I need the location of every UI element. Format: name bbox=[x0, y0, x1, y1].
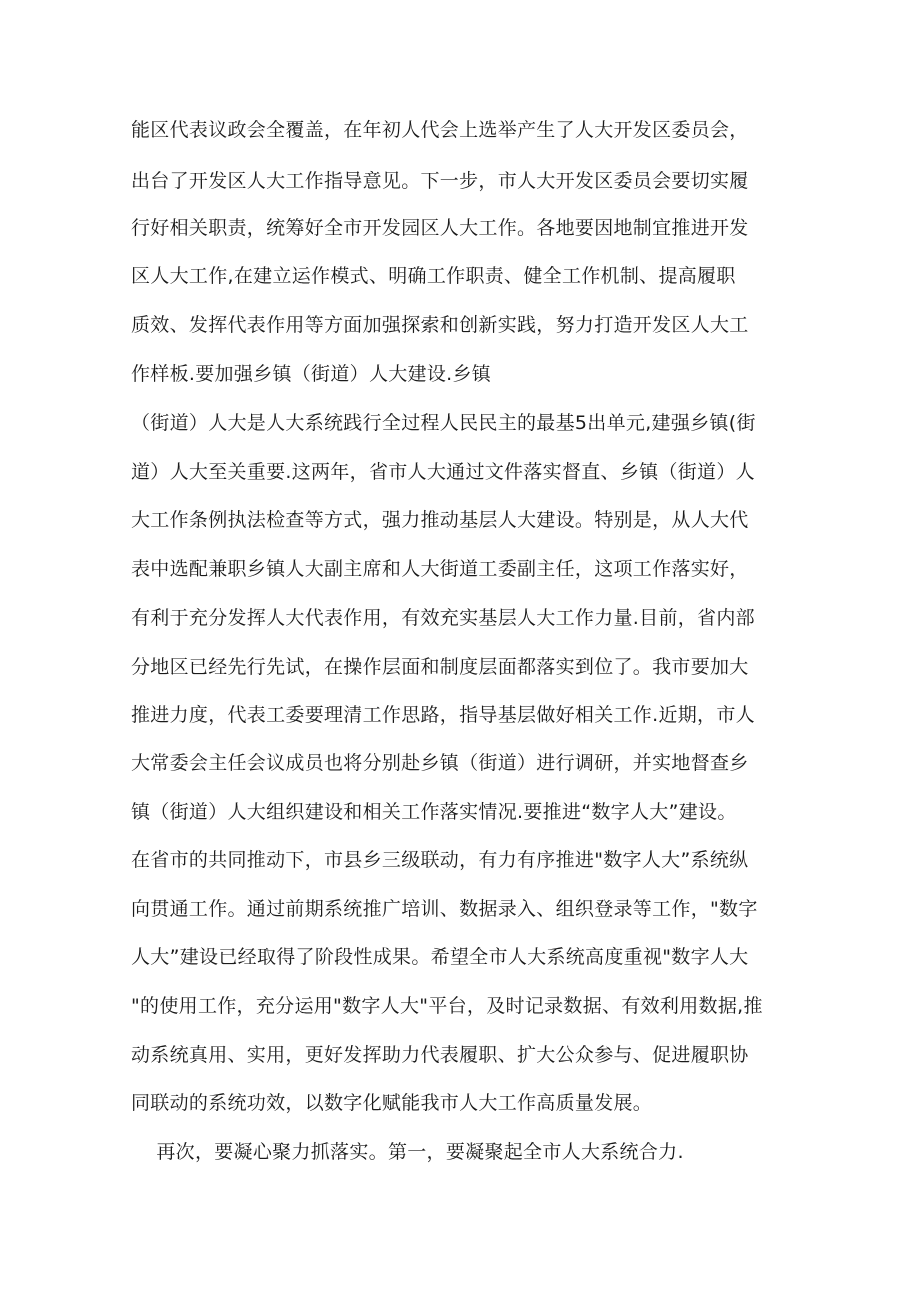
text-line-17: 向贯通工作。通过前期系统推广培训、数据录入、组织登录等工作，"数字 bbox=[131, 898, 758, 920]
text-line-10: 表中选配兼职乡镇人大副主席和人大街道工委副主任，这项工作落实好， bbox=[131, 558, 749, 580]
text-line-15: 镇（街道）人大组织建设和相关工作落实情况.要推进“数字人大”建设。 bbox=[131, 801, 737, 823]
text-line-16: 在省市的共同推动下，市县乡三级联动，有力有序推进"数字人大”系统纵 bbox=[131, 849, 749, 871]
text-line-2: 出台了开发区人大工作指导意见。下一步，市人大开发区委员会要切实履 bbox=[131, 170, 749, 192]
text-line-1: 能区代表议政会全覆盖，在年初人代会上选举产生了人大开发区委员会， bbox=[131, 119, 749, 141]
text-line-9: 大工作条例执法检查等方式，强力推动基层人大建设。特别是，从人大代 bbox=[131, 509, 749, 531]
text-line-20: 动系统真用、实用，更好发挥助力代表履职、扩大公众参与、促进履职协 bbox=[131, 1044, 749, 1066]
text-line-13: 推进力度，代表工委要理清工作思路，指导基层做好相关工作.近期，市人 bbox=[131, 704, 755, 726]
text-line-6: 作样板.要加强乡镇（街道）人大建设.乡镇 bbox=[131, 363, 492, 385]
text-line-21: 同联动的系统功效，以数字化赋能我市人大工作高质量发展。 bbox=[131, 1092, 653, 1114]
text-line-14: 大常委会主任会议成员也将分别赴乡镇（街道）进行调研，并实地督查乡 bbox=[131, 752, 749, 774]
text-line-5: 质效、发挥代表作用等方面加强探索和创新实践，努力打造开发区人大工 bbox=[131, 314, 749, 336]
text-line-3: 行好相关职责，统筹好全市开发园区人大工作。各地要因地制宜推进开发 bbox=[131, 217, 749, 239]
text-line-4: 区人大工作,在建立运作模式、明确工作职责、健全工作机制、提高履职 bbox=[131, 265, 736, 287]
text-line-19: "的使用工作，充分运用"数字人大"平台，及时记录数据、有效利用数据,推 bbox=[131, 995, 763, 1017]
text-line-22: 再次，要凝心聚力抓落实。第一，要凝聚起全市人大系统合力. bbox=[131, 1141, 684, 1163]
text-line-7: （街道）人大是人大系统践行全过程人民民主的最基5出单元,建强乡镇(街 bbox=[131, 412, 756, 434]
text-line-11: 有利于充分发挥人大代表作用，有效充实基层人大工作力量.目前，省内部 bbox=[131, 607, 755, 629]
text-line-8: 道）人大至关重要.这两年，省市人大通过文件落实督直、乡镇（街道）人 bbox=[131, 461, 755, 483]
text-line-12: 分地区已经先行先试，在操作层面和制度层面都落实到位了。我市要加大 bbox=[131, 656, 749, 678]
text-line-18: 人大”建设已经取得了阶段性成果。希望全市人大系统高度重视"数字人大 bbox=[131, 946, 749, 968]
